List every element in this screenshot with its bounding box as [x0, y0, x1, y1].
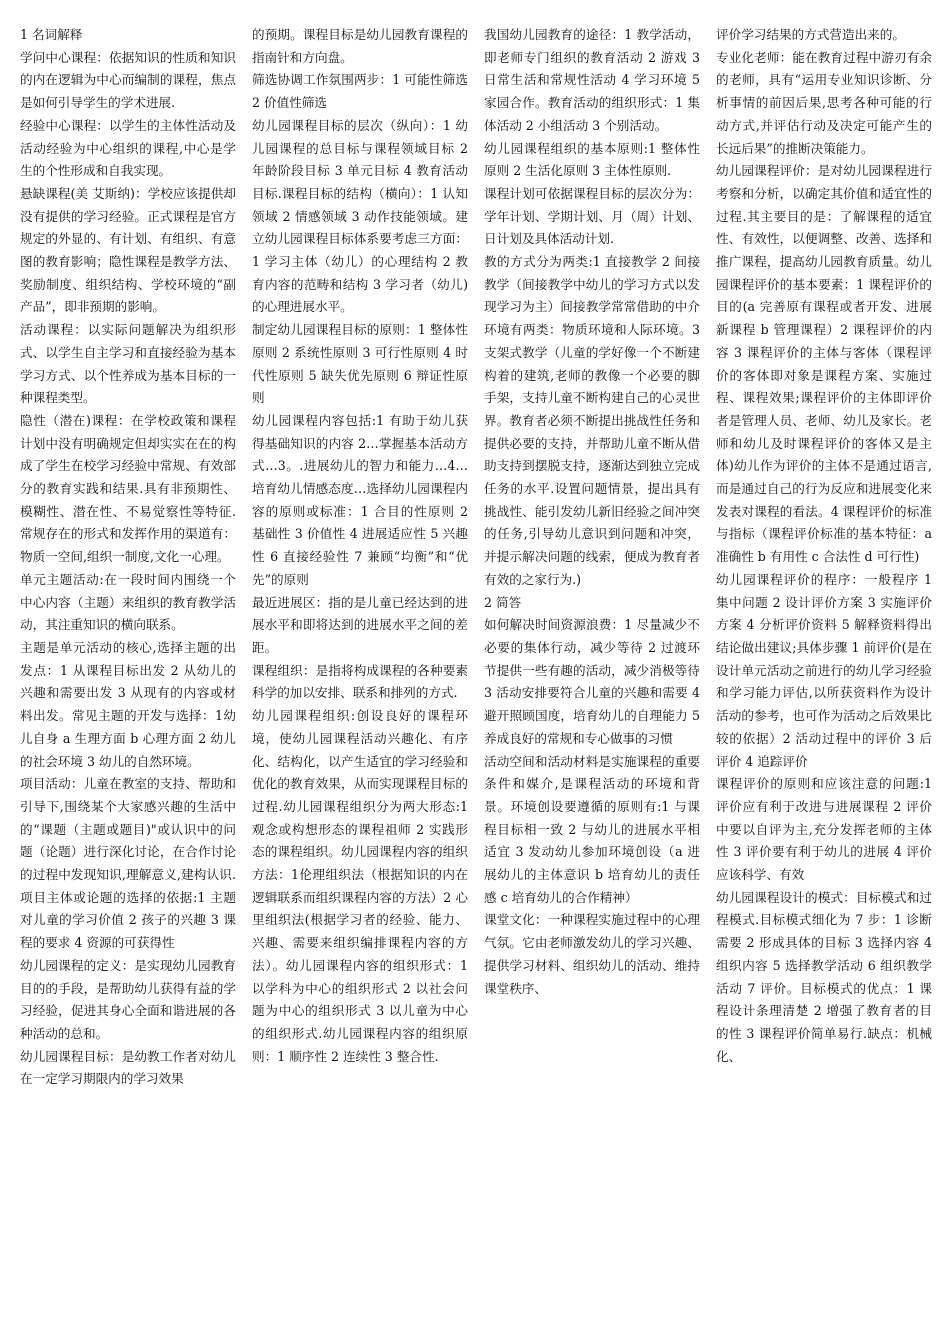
paragraph: 专业化老师：能在教育过程中游刃有余的老师，具有“运用专业知识诊断、分析事情的前因后果,思考各种可能的行动方式,并评估行动及决定可能产生的长远后果”的推断决策能力。: [716, 49, 932, 156]
paragraph: 课程评价的原则和应该注意的问题:1 评价应有利于改进与进展课程 2 评价中要以自评为主,充分发挥老师的主体性 3 评价要有利于幼儿的进展 4 评价应该科学、有效: [716, 776, 932, 883]
paragraph: 活动空间和活动材料是实施课程的重要条件和媒介,是课程活动的环境和背景。环境创设要遵循的原则有:1 与课程目标相一致 2 与幼儿的进展水平相适宜 3 发动幼儿参加环境创设（a 进展幼儿的主体意识 b 培育幼儿的责任感 c 培育幼儿的合作精神）: [484, 753, 700, 905]
paragraph: 学问中心课程：依据知识的性质和知识的内在逻辑为中心而编制的课程，焦点是如何引导学生的学术进展.: [20, 49, 236, 111]
paragraph: 2 简答: [484, 594, 522, 610]
paragraph: 评价学习结果的方式营造出来的。: [716, 27, 905, 42]
paragraph: 幼儿园课程组织的基本原则:1 整体性原则 2 生活化原则 3 主体性原则.: [484, 140, 700, 179]
paragraph: 幼儿园课程内容包括:1 有助于幼儿获得基础知识的内容 2…掌握基本活动方式…3。.进展幼儿的智力和能力…4…培育幼儿情感态度…选择幼儿园课程内容的原则或标准：1 合目的性原则 2 基础性 3 价值性 4 进展适应性 5 兴趣性 6 直接经验性 7 兼顾“均衡”和“优先”的原则: [252, 412, 468, 587]
paragraph: 制定幼儿园课程目标的原则：1 整体性原则 2 系统性原则 3 可行性原则 4 时代性原则 5 缺失优先原则 6 辩证性原则: [252, 322, 468, 406]
paragraph: 课程计划可依据课程目标的层次分为：学年计划、学期计划、月（周）计划、日计划及具体活动计划.: [484, 185, 700, 247]
paragraph: 的预期。课程目标是幼儿园教育课程的指南针和方向盘。: [252, 27, 468, 65]
text-column-1: [20, 24, 236, 1344]
paragraph: 主题是单元活动的核心,选择主题的出发点：1 从课程目标出发 2 从幼儿的兴趣和需要出发 3 从现有的内容或材料出发。常见主题的开发与选择：1幼儿自身 a 生理方面 b 心理方面 2 幼儿的社会环境 3 幼儿的自然环境。: [20, 639, 236, 769]
paragraph: 隐性（潜在)课程：在学校政策和课程计划中没有明确规定但却实实在在的构成了学生在校学习经验中常规、有效部分的教育实践和结果.具有非预期性、模糊性、潜在性、不易觉察性等特征.常规存在的形式和发挥作用的渠道有：物质一空间,组织一制度,文化一心理。: [20, 412, 236, 565]
paragraph: 项目活动：儿童在教室的支持、帮助和引导下,围绕某个大家感兴趣的生活中的“课题（主题或题目)"或认识中的问题（论题）进行深化讨论，在合作讨论的过程中发现知识,理解意义,建构认识.项目主体或论题的选择的依据:1 主题对儿童的学习价值 2 孩子的兴趣 3 课程的要求 4 资源的可获得性: [20, 776, 236, 951]
paragraph: 课程组织：是指将构成课程的各种要素科学的加以安排、联系和排列的方式.: [252, 662, 468, 701]
paragraph: 如何解决时间资源浪费：1 尽量减少不必要的集体行动，减少等待 2 过渡环节提供一些有趣的活动，减少消极等待 3 活动安排要符合儿童的兴趣和需要 4 避开照顾国度，培育幼儿的自理能力 5 养成良好的常规和专心做事的习惯: [484, 617, 700, 746]
paragraph: 经验中心课程：以学生的主体性活动及活动经验为中心组织的课程,中心是学生的个性形成和自我实现。: [20, 117, 236, 179]
paragraph: 幼儿园课程目标的层次（纵向）：1 幼儿园课程的总目标与课程领域目标 2 年龄阶段目标 3 单元目标 4 教育活动目标.课程目标的结构（横向）：1 认知领域 2 情感领域 3 动作技能领域。建立幼儿园课程目标体系要考虑三方面：1 学习主体（幼儿）的心理结构 2 教育内容的范畴和结构 3 学习者（幼儿)的心理进展水平。: [252, 117, 468, 315]
text-column-3: [484, 24, 700, 1344]
paragraph: 幼儿园课程的定义：是实现幼儿园教育目的的手段，是帮助幼儿获得有益的学习经验，促进其身心全面和谐进展的各种活动的总和。: [20, 957, 236, 1041]
paragraph: 幼儿园课程评价的程序：一般程序 1 集中问题 2 设计评价方案 3 实施评价方案 4 分析评价资料 5 解释资料得出结论做出建议;具体步骤 1 前评价(是在设计单元活动之前进行的幼儿学习经验和学习能力评估,以所获资料作为设计活动的参考，也可作为活动之后效果比较的依据）2 活动过程中的评价 3 后评价 4 追踪评价: [716, 571, 932, 769]
paragraph: 1 名词解释: [20, 27, 83, 42]
paragraph: 悬缺课程(美 艾斯纳)：学校应该提供却没有提供的学习经验。正式课程是官方规定的外显的、有计划、有组织、有意图的教育影响；隐性课程是教学方法、奖励制度、组织结构、学校环境的“副产品”，即非预期的影响。: [20, 185, 236, 315]
paragraph: 单元主题活动:在一段时间内围绕一个中心内容（主题）来组织的教育教学活动，其注重知识的横向联系。: [20, 571, 236, 633]
paragraph: 最近进展区：指的是儿童已经达到的进展水平和即将达到的进展水平之间的差距。: [252, 594, 468, 655]
text-column-4: [716, 24, 932, 1344]
paragraph: 筛选协调工作氛围两步：1 可能性筛选 2 价值性筛选: [252, 72, 468, 111]
paragraph: 幼儿园课程设计的模式：目标模式和过程模式.目标模式细化为 7 步：1 诊断需要 2 形成具体的目标 3 选择内容 4 组织内容 5 选择教学活动 6 组织教学活动 7 评价。目标模式的优点：1 课程设计条理清楚 2 增强了教育者的目的性 3 课程评价简单易行.缺点：机械化、: [716, 889, 932, 1064]
paragraph: 教的方式分为两类:1 直接教学 2 间接教学（间接教学中幼儿的学习方式以发现学习为主）间接教学常常借助的中介环境有两类：物质环境和人际环境。3 支架式教学（儿童的学好像一个不断建构着的建筑,老师的教像一个必要的脚手架，支持儿童不断构建自己的心灵世界。教育者必须不断提出挑战性任务和提供必要的支持，并帮助儿童不断从借助支持到摆脱支持，逐渐达到独立完成任务的水平.设置问题情景，提出具有挑战性、能引发幼儿新旧经验之间冲突的任务,引导幼儿意识到问题和冲突，并提示解决问题的线索，便成为教育者有效的之家行为.): [484, 254, 700, 587]
text-column-2: [252, 24, 468, 1344]
paragraph: 幼儿园课程评价：是对幼儿园课程进行考察和分析，以确定其价值和适宜性的过程.其主要目的是：了解课程的适宜性、有效性，以便调整、改善、选择和推广课程，提高幼儿园教育质量。幼儿园课程评价的基本要素：1 课程评价的目的(a 完善原有课程或者开发、进展新课程 b 管理课程）2 课程评价的内容 3 课程评价的主体与客体（课程评价的客体即对象是课程方案、实施过程、课程效果;课程评价的主体即评价者是管理人员、老师、幼儿及家长。老师和幼儿及时课程评价的客体又是主体)幼儿作为评价的主体不是通过语言,而是通过自己的行为反应和进展变化来发表对课程的看法。4 课程评价的标准与指标（课程评价标准的基本特征：a 准确性 b 有用性 c 合法性 d 可行性): [716, 163, 932, 565]
paragraph: 活动课程：以实际问题解决为组织形式、以学生自主学习和直接经验为基本学习方式、以个性养成为基本目标的一种课程类型。: [20, 322, 236, 406]
paragraph: 幼儿园课程组织:创设良好的课程环境，使幼儿园课程活动兴趣化、有序化、结构化，以产生适宜的学习经验和优化的教育效果，从而实现课程目标的过程.幼儿园课程组织分为两大形态:1 观念或构想形态的课程祖师 2 实践形态的课程组织。幼儿园课程内容的组织方法：1伦理组织法（根据知识的内在逻辑联系而组织课程内容的方法）2 心里组织法(根据学习者的经验、能力、兴趣、需要来组织编排课程内容的方法）。幼儿园课程内容的组织形式：1 以学科为中心的组织形式 2 以社会问题为中心的组织形式 3 以儿童为中心的组织形式.幼儿园课程内容的组织原则：1 顺序性 2 连续性 3 整合性.: [252, 708, 468, 1064]
paragraph: 我国幼儿园教育的途径：1 教学活动，即老师专门组织的教育活动 2 游戏 3 日常生活和常规性活动 4 学习环境 5 家园合作。教育活动的组织形式：1 集体活动 2 小组活动 3 个别活动。: [484, 27, 700, 133]
paragraph: 课堂文化：一种课程实施过程中的心理气氛。它由老师激发幼儿的学习兴趣、提供学习材料、组织幼儿的活动、维持课堂秩序、: [484, 912, 700, 996]
paragraph: 幼儿园课程目标：是幼教工作者对幼儿在一定学习期限内的学习效果: [20, 1048, 236, 1087]
